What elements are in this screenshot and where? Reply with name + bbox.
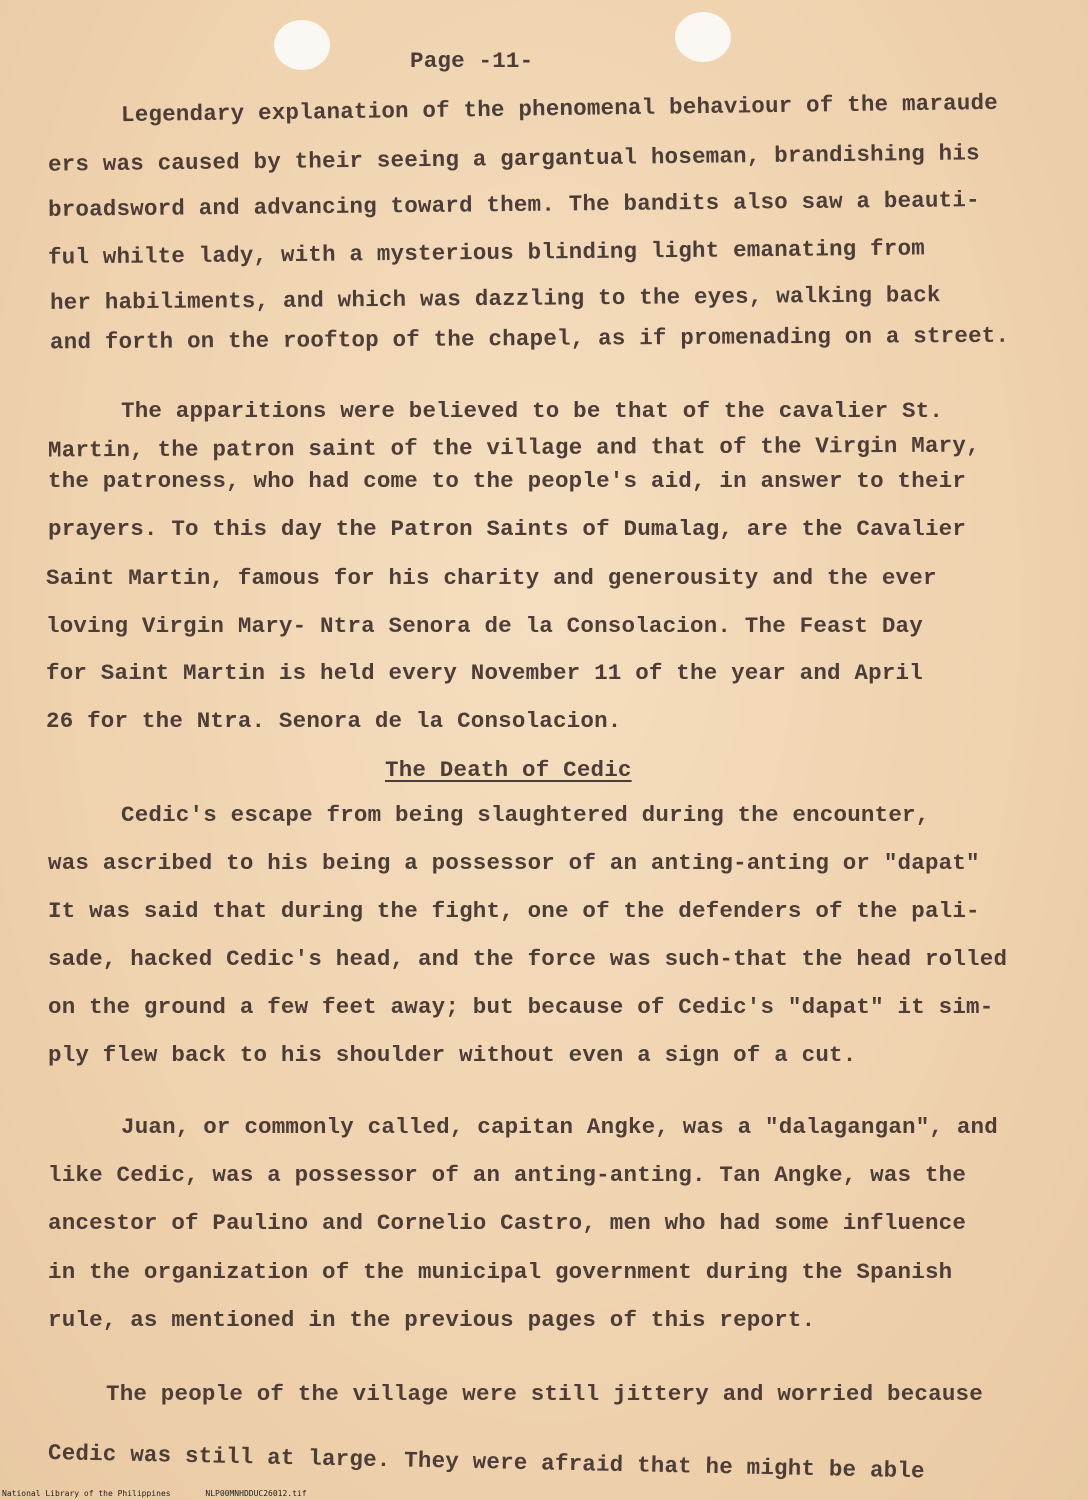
text-line: Juan, or commonly called, capitan Angke, was a "dalagangan", and <box>121 1114 998 1140</box>
text-line: and forth on the rooftop of the chapel, as if promenading on a street. <box>49 322 1010 356</box>
text-line: Saint Martin, famous for his charity and generousity and the ever <box>46 565 937 591</box>
section-heading: The Death of Cedic <box>385 757 632 783</box>
text-line: her habiliments, and which was dazzling to the eyes, walking back <box>49 282 941 316</box>
text-line: the patroness, who had come to the people's aid, in answer to their <box>48 468 967 494</box>
text-line: Legendary explanation of the phenomenal behaviour of the maraude <box>120 89 999 129</box>
scan-footer <box>2 1489 337 1498</box>
library-credit: National Library of the Philippines <box>2 1489 171 1498</box>
text-line: Cedic's escape from being slaughtered during the encounter, <box>121 802 930 828</box>
text-line: like Cedic, was a possessor of an anting-anting. Tan Angke, was the <box>48 1162 967 1188</box>
text-line: broadsword and advancing toward them. The bandits also saw a beauti- <box>47 187 980 223</box>
text-line: in the organization of the municipal government during the Spanish <box>48 1259 953 1285</box>
text-line: was ascribed to his being a possessor of an anting-anting or "dapat" <box>48 850 980 876</box>
text-line: It was said that during the fight, one of the defenders of the pali- <box>48 898 980 924</box>
punch-hole-right <box>675 12 731 62</box>
text-line: 26 for the Ntra. Senora de la Consolacion. <box>46 708 622 734</box>
text-line: prayers. To this day the Patron Saints of Dumalag, are the Cavalier <box>48 516 967 542</box>
text-line: ful whilte lady, with a mysterious blinding light emanating from <box>47 235 926 271</box>
text-line: Martin, the patron saint of the village and that of the Virgin Mary, <box>47 432 980 464</box>
text-line: ancestor of Paulino and Cornelio Castro, men who had some influence <box>48 1210 967 1236</box>
file-id: NLP00MNHDDUC26012.tif <box>205 1489 307 1498</box>
text-line: loving Virgin Mary- Ntra Senora de la Consolacion. The Feast Day <box>46 613 923 639</box>
text-line: for Saint Martin is held every November 11 of the year and April <box>46 660 923 686</box>
text-line: on the ground a few feet away; but because of Cedic's "dapat" it sim- <box>48 994 994 1020</box>
text-line: ply flew back to his shoulder without even a sign of a cut. <box>48 1042 857 1068</box>
text-line: ers was caused by their seeing a gargantual hoseman, brandishing his <box>47 140 980 178</box>
punch-hole-left <box>274 20 330 70</box>
text-line: The people of the village were still jittery and worried because <box>106 1381 983 1407</box>
text-line: rule, as mentioned in the previous pages of this report. <box>48 1307 816 1333</box>
text-line: sade, hacked Cedic's head, and the force was such-that the head rolled <box>48 946 1008 972</box>
text-line: Cedic was still at large. They were afraid that he might be able <box>47 1440 926 1485</box>
text-line: The apparitions were believed to be that of the cavalier St. <box>121 398 944 424</box>
page-number: Page -11- <box>410 48 534 74</box>
